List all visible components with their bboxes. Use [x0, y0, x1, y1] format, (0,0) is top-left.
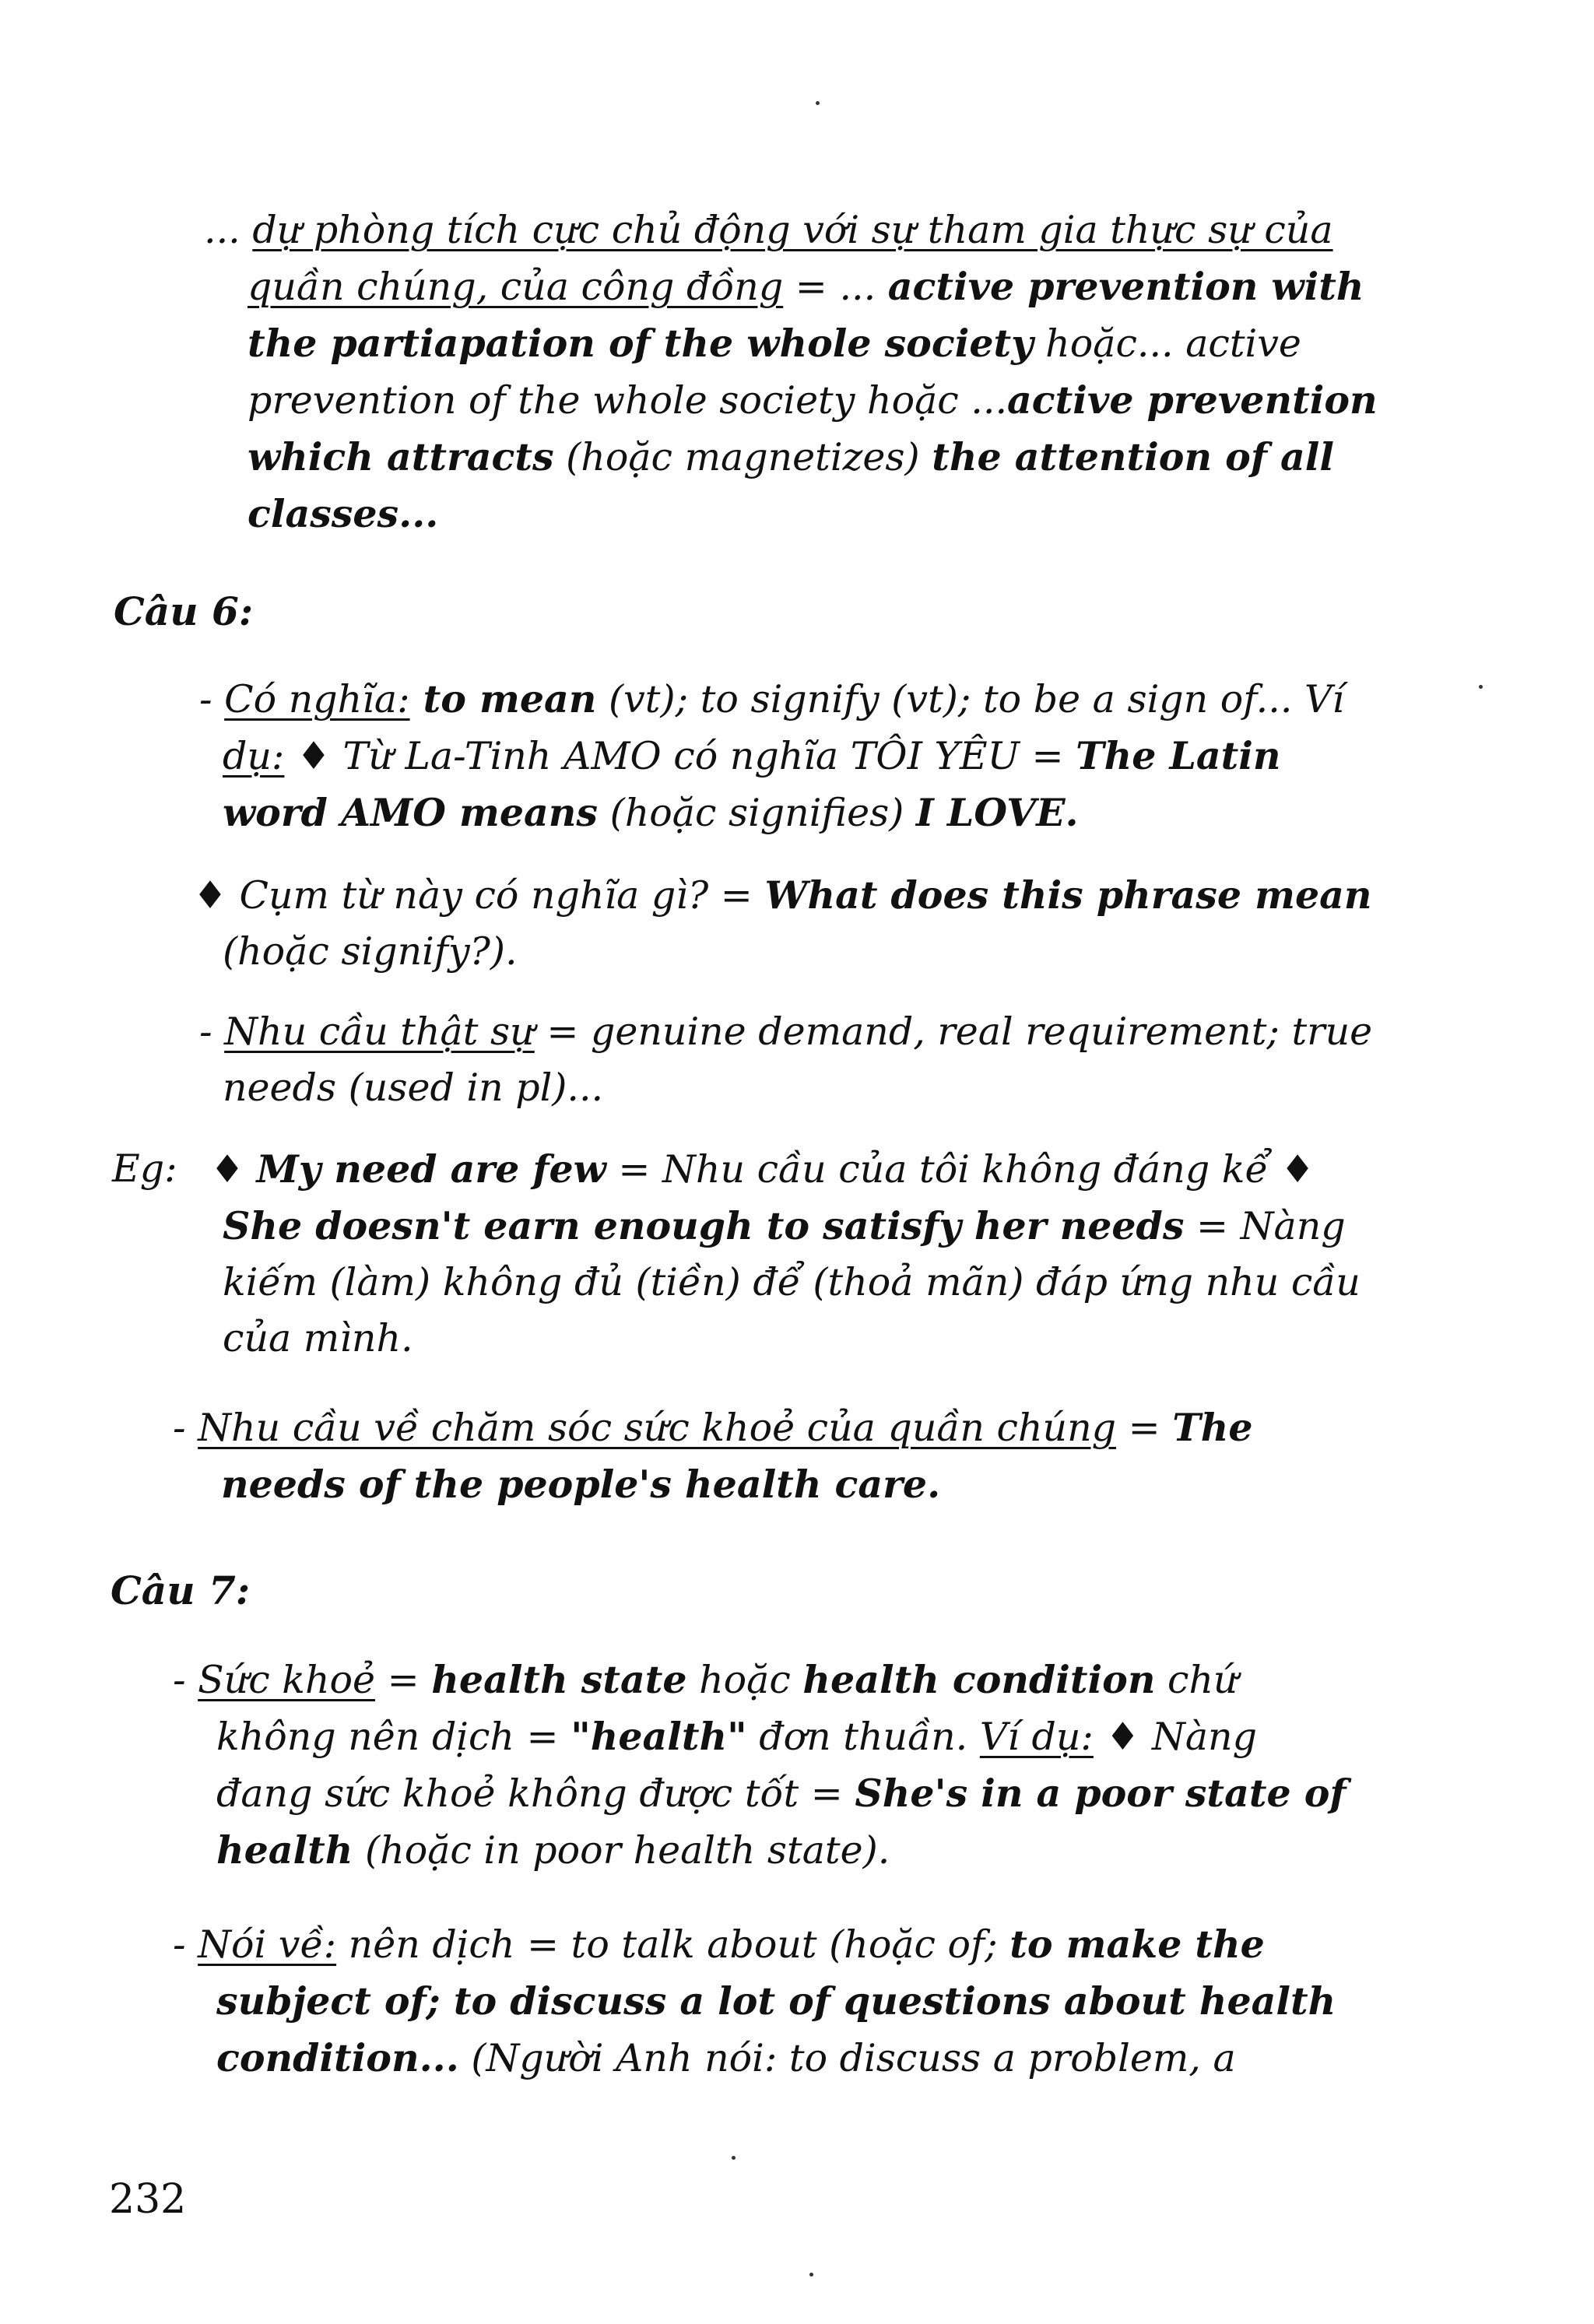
intro-line-2: quần chúng, của công đồng = ... active prevention with [248, 264, 1364, 309]
page-number: 232 [109, 2176, 187, 2223]
intro-paragraph [204, 202, 1434, 542]
term-underlined: Nói về: [198, 1922, 337, 1967]
intro-line-3: the partiapation of the whole society hoặc... active [248, 321, 1301, 366]
intro-line-5: which attracts (hoặc magnetizes) the attention of all [248, 434, 1334, 479]
cau-6-paragraph-2: ♦ Cụm từ này có nghĩa gì? = What does this phrase mean (hoặc signify?). [193, 872, 1372, 974]
phrase-underlined: quần chúng, của công đồng [248, 265, 784, 309]
scan-speck [1479, 685, 1483, 689]
cau-6-paragraph-3: - Nhu cầu thật sự = genuine demand, real requirement; true needs (used in pl)... [199, 1009, 1373, 1110]
term-underlined: Có nghĩa: [224, 677, 410, 721]
eg-label: Eg: [112, 1146, 177, 1191]
cau-6-heading: Câu 6: [114, 588, 254, 634]
scan-speck [816, 101, 820, 105]
cau-7-heading: Câu 7: [111, 1567, 251, 1613]
eg-paragraph: ♦ My need are few = Nhu cầu của tôi không đáng kể ♦ She doesn't earn enough to satisfy her needs = Nàng kiếm (làm) không đủ (tiền) để (thoả mãn) đáp ứng nhu cầu của mình. [210, 1146, 1361, 1360]
cau-6-paragraph-1: - Có nghĩa: to mean (vt); to signify (vt); to be a sign of... Ví dụ: ♦ Từ La-Tinh AMO có nghĩa TÔI YÊU = The Latin word AMO means (hoặc signifies) I LOVE. [199, 676, 1345, 835]
intro-line-6: classes... [248, 491, 439, 536]
scan-speck [809, 2273, 813, 2277]
scan-speck [732, 2156, 736, 2160]
cau-7-paragraph-1: - Sức khoẻ = health state hoặc health condition chứ không nên dịch = "health" đơn thuần. Ví dụ: ♦ Nàng đang sức khoẻ không được tốt = She's in a poor state of health (hoặc in poor health state). [173, 1657, 1346, 1873]
term-underlined: Nhu cầu về chăm sóc sức khoẻ của quần chúng [198, 1406, 1117, 1450]
cau-6-paragraph-4: - Nhu cầu về chăm sóc sức khoẻ của quần chúng = The needs of the people's health care. [173, 1405, 1253, 1507]
term-underlined: Nhu cầu thật sự [224, 1009, 535, 1054]
intro-line-1: ... dự phòng tích cực chủ động với sự tham gia thực sự của [204, 208, 1333, 252]
intro-line-4: prevention of the whole society hoặc ...active prevention [248, 377, 1378, 423]
phrase-underlined: dự phòng tích cực chủ động với sự tham gia thực sự của [252, 208, 1333, 252]
cau-7-paragraph-2: - Nói về: nên dịch = to talk about (hoặc of; to make the subject of; to discuss a lot of questions about health condition... (Người Anh nói: to discuss a problem, a [173, 1922, 1336, 2080]
term-underlined: Sức khoẻ [198, 1658, 376, 1702]
